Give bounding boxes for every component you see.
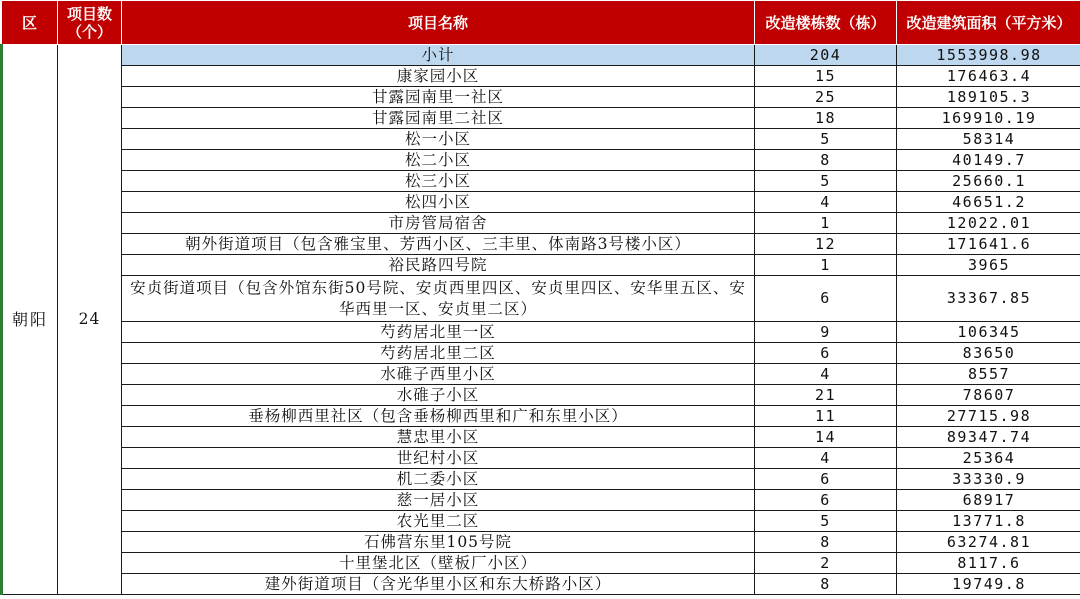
table-body [2,45,1080,595]
buildings-cell: 6 [755,343,897,364]
buildings-cell: 9 [755,322,897,343]
subtotal-area: 1553998.98 [897,45,1080,66]
buildings-cell: 1 [755,255,897,276]
buildings-cell: 6 [755,469,897,490]
header-district: 区 [2,1,58,45]
buildings-cell: 18 [755,108,897,129]
table-row [2,364,1080,385]
area-cell: 8117.6 [897,553,1080,574]
buildings-cell: 8 [755,532,897,553]
buildings-cell: 5 [755,171,897,192]
project-name-cell: 水碓子西里小区 [122,364,755,385]
area-cell: 12022.01 [897,213,1080,234]
table-row [2,343,1080,364]
project-name-cell: 松三小区 [122,171,755,192]
buildings-cell: 11 [755,406,897,427]
buildings-cell: 6 [755,276,897,322]
table-row [2,129,1080,150]
table-row [2,574,1080,595]
table-row [2,192,1080,213]
area-cell: 3965 [897,255,1080,276]
table-row [2,322,1080,343]
area-cell: 171641.6 [897,234,1080,255]
table-row [2,108,1080,129]
table-row [2,255,1080,276]
project-name-cell: 市房管局宿舍 [122,213,755,234]
project-name-cell: 安贞街道项目（包含外馆东街50号院、安贞西里四区、安贞里四区、安华里五区、安华西里一区、安贞里二区） [122,276,755,322]
area-cell: 19749.8 [897,574,1080,595]
buildings-cell: 15 [755,66,897,87]
project-name-cell: 水碓子小区 [122,385,755,406]
table-row [2,406,1080,427]
area-cell: 89347.74 [897,427,1080,448]
project-name-cell: 松四小区 [122,192,755,213]
project-name-cell: 慈一居小区 [122,490,755,511]
project-name-cell: 朝外街道项目（包含雅宝里、芳西小区、三丰里、体南路3号楼小区） [122,234,755,255]
area-cell: 106345 [897,322,1080,343]
table-row [2,150,1080,171]
subtotal-row [2,45,1080,66]
table-row [2,490,1080,511]
area-cell: 68917 [897,490,1080,511]
header-project-count: 项目数（个） [58,1,122,45]
project-name-cell: 农光里二区 [122,511,755,532]
district-cell: 朝阳 [2,45,58,595]
table-row [2,448,1080,469]
project-name-cell: 松二小区 [122,150,755,171]
subtotal-buildings: 204 [755,45,897,66]
area-cell: 58314 [897,129,1080,150]
area-cell: 33367.85 [897,276,1080,322]
table-header-row [2,1,1080,45]
table-row [2,385,1080,406]
area-cell: 63274.81 [897,532,1080,553]
buildings-cell: 1 [755,213,897,234]
buildings-cell: 4 [755,364,897,385]
area-cell: 33330.9 [897,469,1080,490]
header-buildings: 改造楼栋数（栋） [755,1,897,45]
buildings-cell: 4 [755,448,897,469]
buildings-cell: 14 [755,427,897,448]
project-name-cell: 十里堡北区（壁板厂小区） [122,553,755,574]
area-cell: 176463.4 [897,66,1080,87]
project-name-cell: 裕民路四号院 [122,255,755,276]
table-row [2,234,1080,255]
area-cell: 25364 [897,448,1080,469]
area-cell: 40149.7 [897,150,1080,171]
project-name-cell: 慧忠里小区 [122,427,755,448]
buildings-cell: 8 [755,574,897,595]
table-row [2,469,1080,490]
area-cell: 25660.1 [897,171,1080,192]
subtotal-label: 小计 [122,45,755,66]
buildings-cell: 25 [755,87,897,108]
table-row [2,427,1080,448]
buildings-cell: 21 [755,385,897,406]
table-row [2,171,1080,192]
area-cell: 169910.19 [897,108,1080,129]
project-name-cell: 甘露园南里一社区 [122,87,755,108]
project-name-cell: 芍药居北里二区 [122,343,755,364]
area-cell: 27715.98 [897,406,1080,427]
project-count-cell: 24 [58,45,122,595]
buildings-cell: 8 [755,150,897,171]
project-name-cell: 机二委小区 [122,469,755,490]
project-name-cell: 康家园小区 [122,66,755,87]
buildings-cell: 6 [755,490,897,511]
buildings-cell: 12 [755,234,897,255]
table-row [2,511,1080,532]
project-name-cell: 松一小区 [122,129,755,150]
buildings-cell: 5 [755,511,897,532]
buildings-cell: 2 [755,553,897,574]
area-cell: 83650 [897,343,1080,364]
table-row [2,532,1080,553]
header-area: 改造建筑面积（平方米） [897,1,1080,45]
table-row [2,553,1080,574]
area-cell: 78607 [897,385,1080,406]
table-row [2,276,1080,322]
project-name-cell: 甘露园南里二社区 [122,108,755,129]
table-row [2,213,1080,234]
area-cell: 189105.3 [897,87,1080,108]
table-row [2,87,1080,108]
project-name-cell: 世纪村小区 [122,448,755,469]
header-project-name: 项目名称 [122,1,755,45]
buildings-cell: 5 [755,129,897,150]
buildings-cell: 4 [755,192,897,213]
area-cell: 46651.2 [897,192,1080,213]
project-name-cell: 石佛营东里105号院 [122,532,755,553]
project-name-cell: 芍药居北里一区 [122,322,755,343]
area-cell: 13771.8 [897,511,1080,532]
project-name-cell: 建外街道项目（含光华里小区和东大桥路小区） [122,574,755,595]
area-cell: 8557 [897,364,1080,385]
project-name-cell: 垂杨柳西里社区（包含垂杨柳西里和广和东里小区） [122,406,755,427]
table-row [2,66,1080,87]
